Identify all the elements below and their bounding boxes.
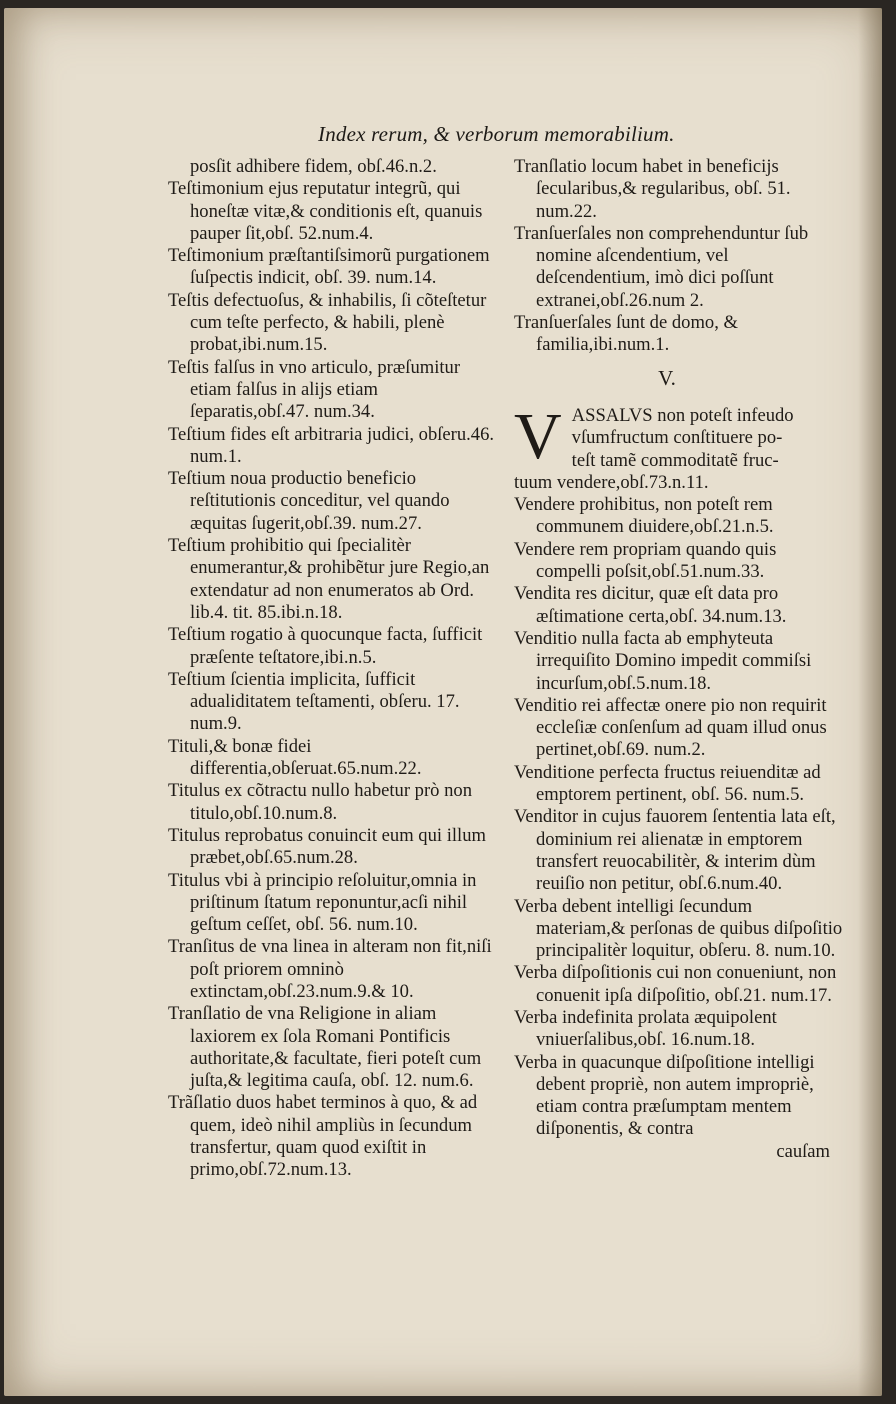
left-entry-list xyxy=(168,178,498,1181)
page-gutter xyxy=(858,8,882,1396)
index-entry: Teſtium noua productio beneficio reſtitutionis conceditur, vel quando æquitas ſugerit,obſ.39. num.27. xyxy=(168,468,450,534)
right-entry-list-after xyxy=(514,494,844,1141)
index-entry: Teſtis defectuoſus, & inhabilis, ſi cõteſtetur cum teſte perfecto, & habili, plenè probat,ibi.num.15. xyxy=(168,289,487,356)
index-entry: Teſtium prohibitio qui ſpecialitèr enumerantur,& prohibẽtur jure Regio,an extendatur ad non enumeratos ab Ord. lib.4. tit. 85.ibi.n.18. xyxy=(168,535,490,623)
index-entry: Verba debent intelligi ſecundum materiam,& perſonas de quibus diſpoſitio principalitèr loquitur, obſeru. 8. num.10. xyxy=(514,895,843,962)
dropcap-entry xyxy=(514,399,844,494)
index-entry: Titulus reprobatus conuincit eum qui illum præbet,obſ.65.num.28. xyxy=(168,824,486,869)
index-entry-continuation: posſit adhibere fidem, obſ.46.n.2. xyxy=(190,156,437,177)
index-entry: Venditio nulla facta ab emphyteuta irrequiſito Domino impedit commiſsi incurſum,obſ.5.num.18. xyxy=(514,627,812,694)
index-entry: Teſtium rogatio à quocunque facta, ſufficit præſente teſtatore,ibi.n.5. xyxy=(168,624,483,668)
index-entry: Venditio rei affectæ onere pio non requirit eccleſiæ conſenſum ad quam illud onus pertinet,obſ.69. num.2. xyxy=(514,694,827,761)
dropcap-text xyxy=(514,399,844,494)
index-entry: Vendere rem propriam quando quis compelli poſsit,obſ.51.num.33. xyxy=(514,538,777,583)
index-entry: Teſtium ſcientia implicita, ſufficit adualiditatem teſtamenti, obſeru. 17. num.9. xyxy=(168,668,460,735)
index-entry: Teſtimonium præſtantiſsimorũ purgationem ſuſpectis indicit, obſ. 39. num.14. xyxy=(168,245,490,289)
dropcap-text-line: vſumfructum conſtituere po- xyxy=(571,427,783,449)
index-entry: Teſtimonium ejus reputatur integrũ, qui honeſtæ vitæ,& conditionis eſt, quanuis pauper ſit,obſ. 52.num.4. xyxy=(168,178,483,244)
index-entry: Teſtis falſus in vno articulo, præſumitur etiam falſus in alijs etiam ſeparatis,obſ.47. num.34. xyxy=(168,356,461,423)
index-entry: Tranſlatio de vna Religione in aliam laxiorem ex ſola Romani Pontificis authoritate,& facultate, fieri poteſt cum juſta,& legitima cauſa, obſ. 12. num.6. xyxy=(168,1003,482,1092)
right-entry-list-before xyxy=(514,156,844,357)
index-entry: Teſtium fides eſt arbitraria judici, obſeru.46. num.1. xyxy=(168,423,495,467)
index-entry: Tranſitus de vna linea in alteram non fit,niſi poſt priorem omninò extinctam,obſ.23.num.9.& 10. xyxy=(168,936,492,1002)
dropcap-text-line: ASSALVS non poteſt infeudo xyxy=(571,404,794,426)
index-entry: Titulus ex cõtractu nullo habetur prò non titulo,obſ.10.num.8. xyxy=(168,780,473,824)
index-entry: Verba diſpoſitionis cui non conueniunt, non conuenit ipſa diſpoſitio, obſ.21. num.17. xyxy=(514,962,837,1006)
index-entry: Venditor in cujus fauorem ſententia lata eſt, dominium rei alienatæ in emptorem transfert reuocabilitèr, & interim dùm reuiſio non petitur, obſ.6.num.40. xyxy=(514,806,836,895)
index-entry: Vendere prohibitus, non poteſt rem communem diuidere,obſ.21.n.5. xyxy=(514,494,774,538)
section-letter: V. xyxy=(658,365,676,390)
running-header: Index rerum, & verborum memorabilium. xyxy=(318,122,675,146)
dropcap-text-line: teſt tamẽ commoditatẽ fruc- xyxy=(571,449,779,471)
index-entry: Vendita res dicitur, quæ eſt data pro æſtimatione certa,obſ. 34.num.13. xyxy=(514,583,787,627)
index-entry: Verba indefinita prolata æquipolent vniuerſalibus,obſ. 16.num.18. xyxy=(514,1006,777,1051)
index-entry: Titulus vbi à principio reſoluitur,omnia in priſtinum ſtatum reponuntur,acſi nihil geſtum ceſſet, obſ. 56. num.10. xyxy=(168,869,477,936)
index-entry: Tranſuerſales non comprehenduntur ſub nomine aſcendentium, vel deſcendentium, imò dici poſſunt extranei,obſ.26.num 2. xyxy=(514,222,809,311)
index-entry: Trãſlatio duos habet terminos à quo, & ad quem, ideò nihil ampliùs in ſecundum transfertur, quam quod exiſtit in primo,obſ.72.num.13. xyxy=(168,1092,478,1181)
dropcap-letter: V xyxy=(514,399,562,473)
right-column xyxy=(514,156,844,1163)
dropcap-text-line: tuum vendere,obſ.73.n.11. xyxy=(514,471,709,493)
index-entry: Venditione perfecta fructus reiuenditæ ad emptorem pertinent, obſ. 56. num.5. xyxy=(514,761,821,806)
index-entry: Tranſuerſales ſunt de domo, & familia,ibi.num.1. xyxy=(514,312,738,356)
left-column xyxy=(168,156,498,1182)
index-entry: Verba in quacunque diſpoſitione intelligi debent propriè, non autem impropriè, etiam contra præſumptam mentem diſponentis, & contra xyxy=(514,1051,815,1140)
index-entry: Tituli,& bonæ fidei differentia,obſeruat.65.num.22. xyxy=(168,735,422,780)
catchword: cauſam xyxy=(776,1140,830,1162)
index-entry: Tranſlatio locum habet in beneficijs ſecularibus,& regularibus, obſ. 51. num.22. xyxy=(514,156,791,222)
